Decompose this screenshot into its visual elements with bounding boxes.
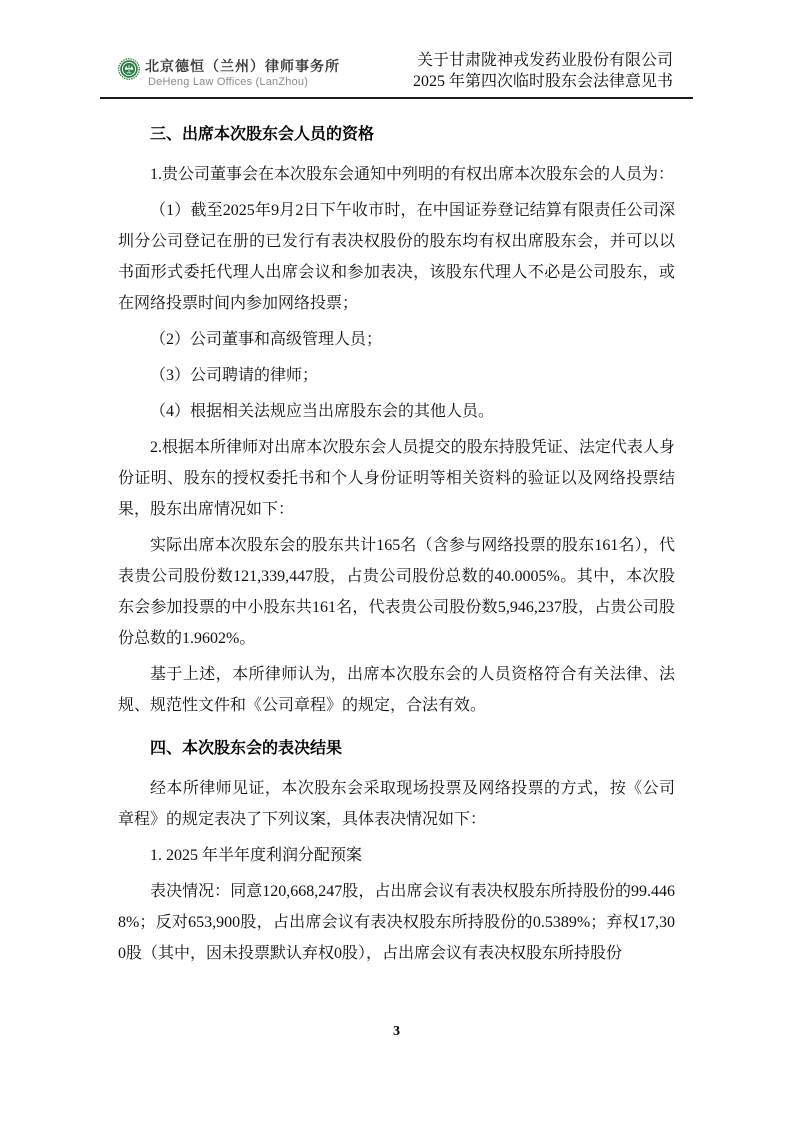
- firm-name-english: DeHeng Law Offices (LanZhou): [148, 76, 309, 88]
- page-header: [100, 0, 693, 92]
- paragraph-qualification-conclusion: 基于上述，本所律师认为，出席本次股东会的人员资格符合有关法律、法规、规范性文件和《公司章程》的规定，合法有效。: [118, 666, 675, 714]
- paragraph-attendee-list-intro: 1.贵公司董事会在本次股东会通知中列明的有权出席本次股东会的人员为：: [150, 166, 675, 183]
- page-footer: [0, 1024, 793, 1040]
- deheng-seal-icon: [118, 58, 140, 85]
- paragraph-voting-method: 经本所律师见证，本次股东会采取现场投票及网络投票的方式，按《公司章程》的规定表决了下列议案，具体表决情况如下：: [118, 780, 675, 828]
- firm-name-chinese: 北京德恒（兰州）律师事务所: [145, 58, 340, 74]
- page-number: 3: [393, 1024, 400, 1039]
- paragraph-item-2-directors-management: （2）公司董事和高级管理人员；: [150, 331, 383, 348]
- firm-names: [145, 57, 340, 89]
- section-3-heading: 三、出席本次股东会人员的资格: [150, 126, 375, 143]
- document-title-line1: 关于甘肃陇神戎发药业股份有限公司: [416, 52, 673, 69]
- paragraph-item-1-record-date-shareholders: （1）截至2025年9月2日下午收市时，在中国证券登记结算有限责任公司深圳分公司登记在册的已发行有表决权股份的股东均有权出席股东会，并可以以书面形式委托代理人出席会议和参加表决，该股东代理人不必是公司股东，或在网络投票时间内参加网络投票；: [118, 202, 675, 312]
- paragraph-attendance-statistics: 实际出席本次股东会的股东共计165名（含参与网络投票的股东161名），代表贵公司股份数121,339,447股，占贵公司股份总数的40.0005%。其中，本次股东会参加投票的中小股东共161名，代表贵公司股份数5,946,237股，占贵公司股份总数的1.9602%。: [118, 537, 675, 647]
- document-body: [118, 99, 675, 969]
- document-title: [413, 50, 693, 92]
- paragraph-item-4-other-persons: （4）根据相关法规应当出席股东会的其他人员。: [150, 403, 495, 420]
- paragraph-item-3-lawyers: （3）公司聘请的律师；: [150, 367, 319, 384]
- paragraph-verification-basis: 2.根据本所律师对出席本次股东会人员提交的股东持股凭证、法定代表人身份证明、股东的授权委托书和个人身份证明等相关资料的验证以及网络投票结果，股东出席情况如下：: [118, 439, 675, 518]
- firm-identity: [100, 57, 340, 89]
- document-title-line2: 2025 年第四次临时股东会法律意见书: [412, 73, 673, 90]
- section-4-heading: 四、本次股东会的表决结果: [150, 740, 343, 757]
- paragraph-proposal-1-title: 1. 2025 年半年度利润分配预案: [150, 847, 363, 864]
- paragraph-proposal-1-voting-result: 表决情况：同意120,668,247股，占出席会议有表决权股东所持股份的99.4468%；反对653,900股，占出席会议有表决权股东所持股份的0.5389%；弃权17,300股（其中，因未投票默认弃权0股），占出席会议有表决权股东所持股份: [118, 883, 675, 962]
